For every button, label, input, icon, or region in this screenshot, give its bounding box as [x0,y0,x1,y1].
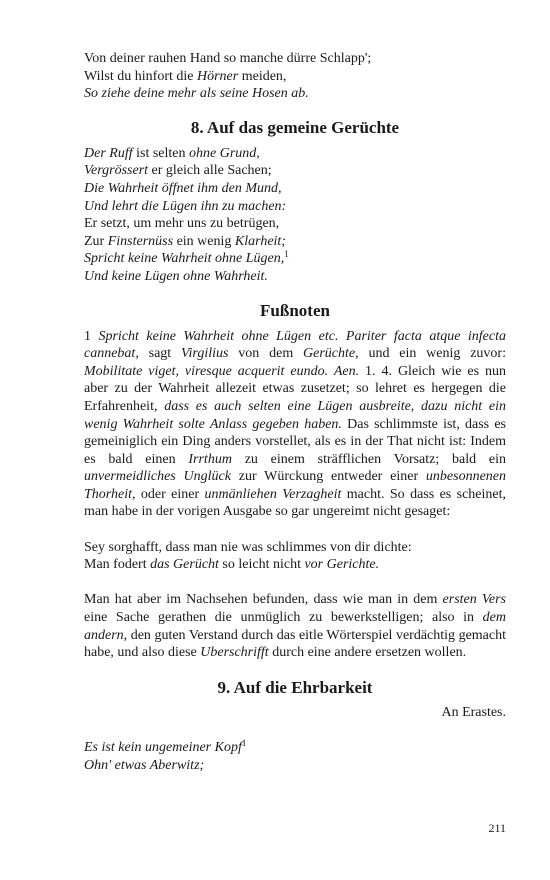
text-run: oder einer [135,486,205,502]
text-run: sagt [138,346,182,362]
text-run: Das schlimmste ist, dass es gemeiniglich ein Ding anders vorstellet, als es in der That nicht ist: Indem es bald einen [84,416,506,467]
verse-line [84,198,506,216]
section-8-heading: 8. Auf das gemeine Gerüchte [190,117,400,137]
italic-text: Spricht keine Wahrheit ohne Lügen, [84,251,285,267]
top-verse [84,50,506,103]
text-run: zu einem sträfflichen Vorsatz; bald ein [231,451,506,467]
italic-text: Und keine Lügen ohne Wahrheit. [84,268,268,284]
text-run: von dem [228,346,304,362]
verse-line [84,250,506,268]
text-run: 1 [84,328,99,344]
footnotes-body [84,328,506,662]
text-run: Zur [84,233,108,249]
footnote-paragraph-2 [84,591,506,661]
italic-text: Virgilius [181,346,229,362]
italic-text: das Gerücht [150,557,219,573]
text-run: ist selten [132,145,189,161]
section-9-heading: 9. Auf die Ehrbarkeit [217,677,373,697]
text-run: Von deiner rauhen Hand so manche dürre Schlapp'; [84,51,372,66]
verse-line [84,162,506,180]
verse-line [84,85,506,103]
italic-text: Und lehrt die Lügen ihn zu machen: [84,198,287,214]
italic-text: unbesonnenen Thorheit, [84,469,506,502]
text-run: eine Sache gerathen die unmüglich zu bewerkstelligen; also in [84,610,483,626]
italic-text: Uberschrifft [200,645,269,661]
verse-line [84,739,506,757]
text-run: Man hat aber im Nachsehen befunden, dass wie man in dem [84,592,443,608]
footnotes-heading: Fußnoten [260,300,330,320]
verse-line [84,68,506,86]
text-run: Man fodert [84,557,151,573]
text-run: durch eine andere ersetzen wollen. [268,645,467,661]
italic-text: Der Ruff [84,145,133,161]
verse-line [84,233,506,251]
text-run: er gleich alle Sachen; [148,163,272,179]
italic-text: dem andern, [84,610,506,643]
verse-line [84,180,506,198]
text-run: macht. So dass es scheinet, man habe in der vorigen Ausgabe so gar ungereimt nicht gesaget: [84,486,507,520]
page-content [84,50,506,774]
italic-text: ohne Grund, [189,145,260,161]
italic-text: dass es auch selten eine Lügen ausbreite, dazu nicht ein wenig Wahrheit solte Anlass gegeben haben. [84,398,507,432]
italic-text: Finsternüss [107,233,174,249]
verse-line [84,757,506,775]
italic-text: unmänliehen Verzagheit [204,486,342,502]
italic-text: Spricht keine Wahrheit ohne Lügen etc. Pariter facta atque infecta cannebat, [84,328,506,362]
italic-text: unvermeidliches Unglück [84,469,231,485]
italic-text: Die Wahrheit öffnet ihm den Mund, [84,180,282,196]
italic-text: ersten Vers [442,592,507,608]
footnote-couplet [84,539,506,574]
text-run: ein wenig [173,233,235,249]
italic-text: Irrthum [188,451,232,467]
footnote-marker: 1 [241,738,247,748]
verse-line [84,539,506,557]
text-run: und ein wenig zuvor: [358,346,506,362]
italic-text: Klarheit; [234,233,286,249]
text-run: so leicht nicht [218,557,305,573]
text-run: 1. 4. Gleich wie es nun aber zu der Wahrheit allezeit etwas zusetzet; so lehret es hergegen die Erfahrenheit, [84,363,506,414]
italic-text: vor Gerichte. [304,557,380,573]
text-run: Wilst du hinfort die [84,68,197,84]
verse-line [84,556,506,574]
text-run: meiden, [238,68,287,84]
italic-text: Mobilitate viget, viresque acquerit eundo. Aen. [84,363,360,379]
footnote-paragraph-1 [84,328,506,522]
italic-text: Gerüchte, [303,346,359,362]
section-8-verse [84,145,506,286]
text-run: Er setzt, um mehr uns zu betrügen, [84,216,280,232]
verse-line [84,215,506,233]
italic-text: So ziehe deine mehr als seine Hosen ab. [84,86,309,102]
verse-line [84,268,506,286]
footnote-marker: 1 [284,249,289,260]
section-9-verse [84,739,506,774]
text-run: zur Würckung entweder einer [230,469,426,485]
dedication: An Erastes. [441,704,506,720]
italic-text: Vergrössert [84,163,149,179]
text-run: Sey sorghafft, dass man nie was schlimmes von dir dichte: [84,539,412,555]
italic-text: Hörner [196,68,239,84]
italic-text: Ohn' etwas Aberwitz; [84,757,205,773]
verse-line [84,145,506,163]
verse-line [84,50,506,68]
text-run: den guten Verstand durch das eitle Wörterspiel verdächtig gemacht habe, und also diese [84,627,506,661]
page-number: 211 [488,821,506,835]
italic-text: Es ist kein ungemeiner Kopf [84,740,242,755]
